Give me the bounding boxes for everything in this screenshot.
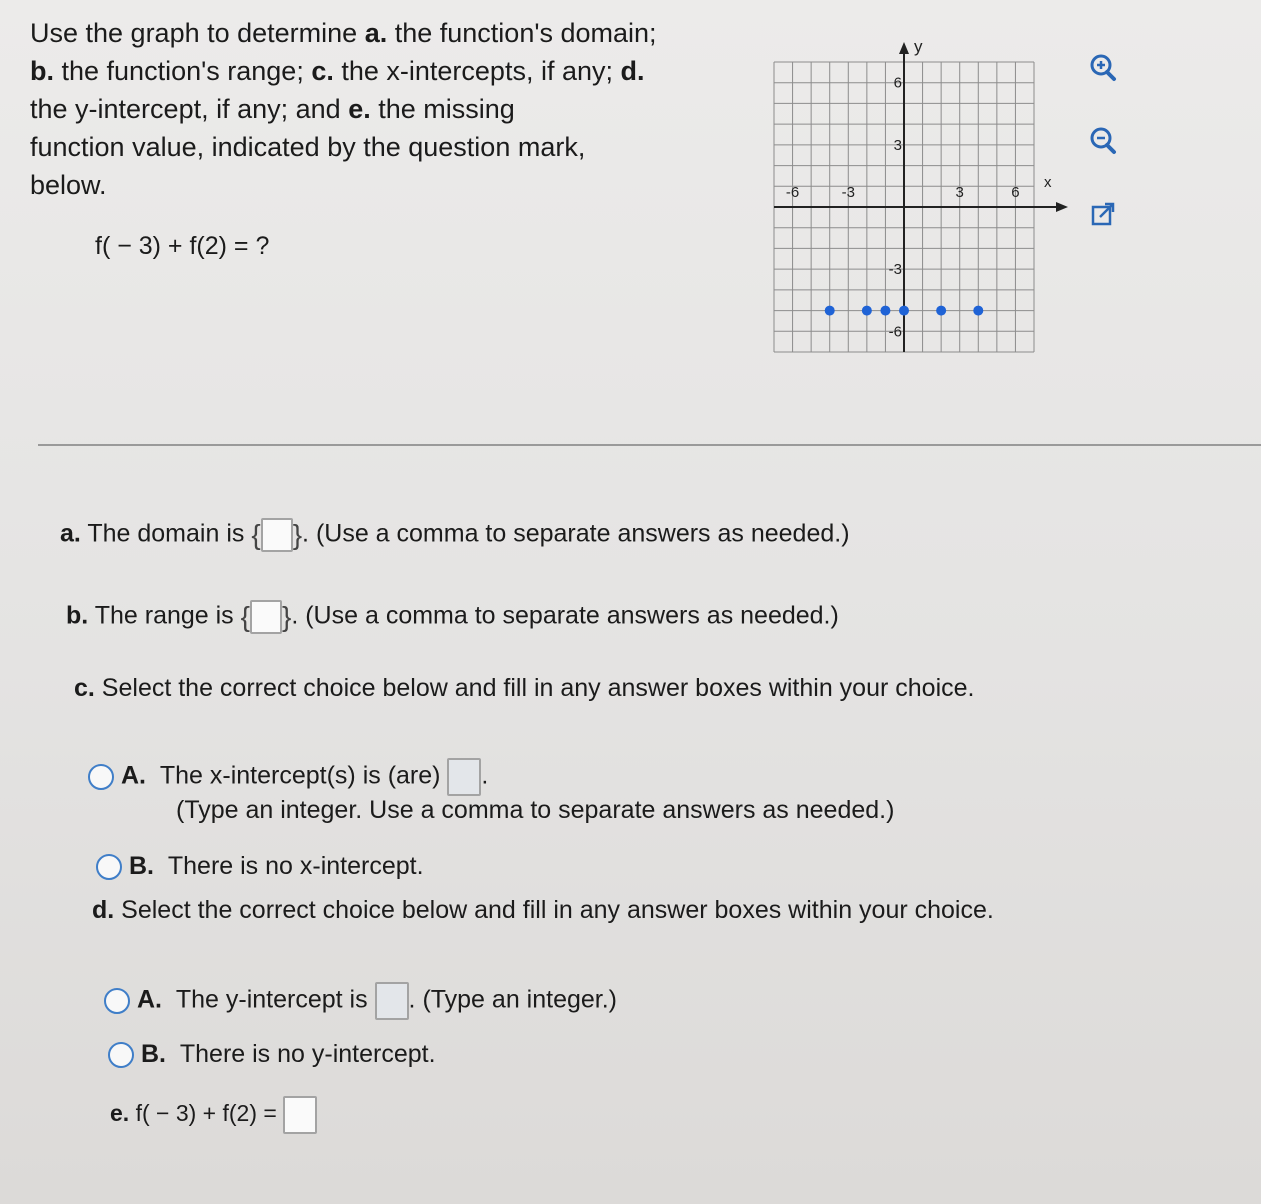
part-a-row: a. The domain is { } . (Use a comma to separate answers as needed.) [60, 519, 850, 550]
y-axis-arrow [899, 42, 909, 54]
x-intercept-choice-a[interactable]: A. The x-intercept(s) is (are) . [88, 758, 488, 796]
x-tick-label: 6 [1011, 184, 1020, 201]
y-intercept-choice-b[interactable]: B. There is no y-intercept. [108, 1040, 436, 1069]
y-intercept-choice-a[interactable]: A. The y-intercept is . (Type an integer.) [104, 982, 617, 1020]
x-intercept-choice-b[interactable]: B. There is no x-intercept. [96, 852, 424, 881]
zoom-out-icon[interactable] [1085, 123, 1121, 159]
data-point [899, 306, 909, 316]
x-choice-b-radio[interactable] [96, 854, 122, 880]
x-axis-arrow [1056, 202, 1068, 212]
graph-svg [760, 40, 1080, 360]
external-link-icon[interactable] [1085, 196, 1121, 232]
range-input[interactable] [250, 600, 282, 634]
x-tick-label: 3 [955, 184, 964, 201]
zoom-in-icon[interactable] [1085, 50, 1121, 86]
x-axis-label: x [1044, 174, 1052, 191]
y-intercept-input[interactable] [375, 982, 409, 1020]
domain-brace: { } [251, 519, 303, 550]
data-point [862, 306, 872, 316]
y-choice-a-radio[interactable] [104, 988, 130, 1014]
data-point [880, 306, 890, 316]
data-point [936, 306, 946, 316]
y-tick-label: -6 [888, 323, 902, 341]
part-c-instruction: c. Select the correct choice below and fill in any answer boxes within your choice. [74, 674, 975, 702]
y-choice-b-radio[interactable] [108, 1042, 134, 1068]
tool-column [1085, 50, 1125, 269]
y-tick-label: 6 [893, 74, 902, 92]
y-tick-label: -3 [888, 261, 902, 279]
x-intercept-input[interactable] [447, 758, 481, 796]
question-prompt: Use the graph to determine a. the function's domain; b. the function's range; c. the x-intercepts, if any; d. the y-intercept, if any; and e. the missing function value, indicated by the question mark, below. [30, 18, 657, 200]
y-tick-label: 3 [893, 136, 902, 154]
part-b-row: b. The range is { } . (Use a comma to separate answers as needed.) [66, 601, 839, 632]
part-e-row: e. f( − 3) + f(2) = [110, 1096, 317, 1134]
y-axis-label: y [914, 40, 923, 56]
x-tick-label: -3 [841, 184, 855, 201]
range-brace: { } [240, 601, 292, 632]
x-intercept-hint: (Type an integer. Use a comma to separate answers as needed.) [176, 796, 895, 824]
data-point [973, 306, 983, 316]
x-choice-a-radio[interactable] [88, 764, 114, 790]
data-point [825, 306, 835, 316]
part-d-instruction: d. Select the correct choice below and fill in any answer boxes within your choice. [92, 896, 994, 924]
x-tick-label: -6 [785, 184, 800, 201]
function-value-input[interactable] [283, 1096, 317, 1134]
function-expression: f( − 3) + f(2) = ? [95, 232, 270, 260]
part-b-label: b. [66, 601, 89, 630]
domain-input[interactable] [261, 518, 293, 552]
function-graph [760, 40, 1080, 360]
part-a-label: a. [60, 519, 81, 548]
section-divider [38, 444, 1261, 446]
